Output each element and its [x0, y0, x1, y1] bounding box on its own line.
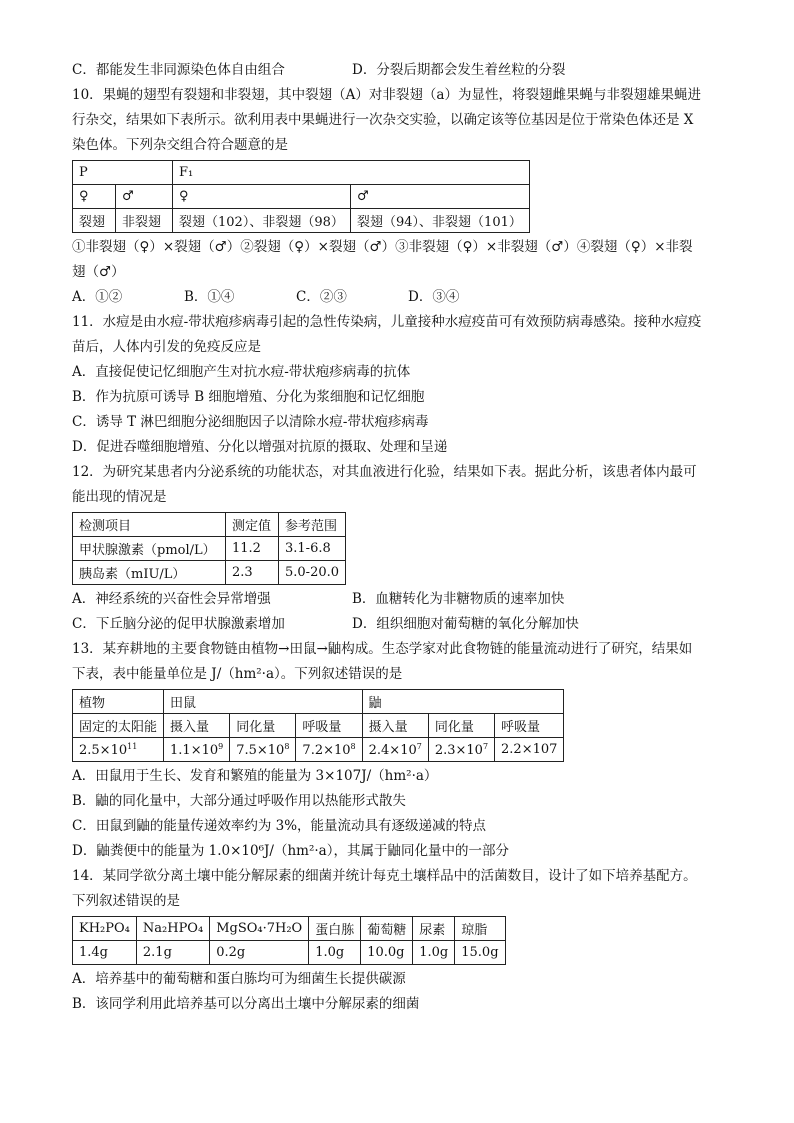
- mantissa: 1.1×10: [170, 742, 219, 758]
- q11-stem-line1: 11．水痘是由水痘-带状疱疹病毒引起的急性传染病，儿童接种水痘疫苗可有效预防病毒感染。接种水痘疫: [72, 314, 702, 330]
- q10-stem-line1: 10．果蝇的翅型有裂翅和非裂翅，其中裂翅（A）对非裂翅（a）为显性，将裂翅雌果蝇与非裂翅雄果蝇进: [72, 87, 701, 103]
- q10-cell-p-female: 裂翅: [73, 209, 116, 233]
- q12-blood-test-table: [72, 512, 346, 585]
- q11-option-d: D．促进吞噬细胞增殖、分化以增强对抗原的摄取、处理和呈递: [72, 439, 448, 455]
- q14-header-peptone: 蛋白胨: [309, 917, 361, 941]
- q12-option-d: D．组织细胞对葡萄糖的氧化分解加快: [352, 616, 579, 632]
- q12-header-value: 测定值: [226, 513, 279, 537]
- q10-cell-male-symbol: ♂: [116, 185, 173, 209]
- q12-stem-line1: 12．为研究某患者内分泌系统的功能状态，对其血液进行化验，结果如下表。据此分析，该患者体内最可: [72, 464, 697, 480]
- q13-energy-table: [72, 689, 564, 762]
- q13-val-weasel-resp: [495, 738, 564, 762]
- exponent: 7: [482, 741, 489, 751]
- q14-header-glucose: 葡萄糖: [361, 917, 413, 941]
- q13-option-d: D．鼬粪便中的能量为 1.0×10⁶J/（hm²·a），其属于鼬同化量中的一部分: [72, 843, 509, 859]
- q10-stem-line3: 染色体。下列杂交组合符合题意的是: [72, 137, 288, 153]
- q13-val-weasel-assim: [428, 738, 494, 762]
- q9-options: [72, 58, 732, 83]
- q14-val-peptone: 1.0g: [309, 941, 361, 965]
- q12-option-b: B．血糖转化为非糖物质的速率加快: [352, 591, 565, 607]
- q14-header-agar: 琼脂: [455, 917, 505, 941]
- mantissa: 2.2×107: [501, 742, 558, 757]
- q12-row2-item: 胰岛素（mIU/L）: [73, 561, 226, 585]
- q11-stem-line2: 苗后，人体内引发的免疫反应是: [72, 339, 261, 355]
- q10-header-f1: F₁: [173, 161, 530, 185]
- q10-stem-line2: 行杂交，结果如下表所示。欲利用表中果蝇进行一次杂交实验，以确定该等位基因是位于常染色体还是 X: [72, 112, 694, 128]
- q10-cell-female-symbol: ♀: [73, 185, 116, 209]
- q13-header-weasel: 鼬: [362, 690, 564, 714]
- q11-option-a: A．直接促使记忆细胞产生对抗水痘-带状疱疹病毒的抗体: [72, 364, 411, 380]
- q13-val-vole-resp: [296, 738, 362, 762]
- q13-stem-line2: 下表，表中能量单位是 J/（hm²·a）。下列叙述错误的是: [72, 666, 403, 682]
- q14-val-kh2po4: 1.4g: [73, 941, 137, 965]
- q12-row1-value: 11.2: [226, 537, 279, 561]
- exponent: 7: [416, 741, 422, 751]
- q13-header-vole: 田鼠: [164, 690, 363, 714]
- q14-val-agar: 15.0g: [455, 941, 505, 965]
- q13-val-fixed-solar: [73, 738, 164, 762]
- q10-option-d: D．③④: [408, 289, 460, 305]
- q12-options-cd: [72, 612, 732, 637]
- q13-header-plant: 植物: [73, 690, 164, 714]
- q14-header-urea: 尿素: [413, 917, 455, 941]
- q13-stem-line1: 13．某弃耕地的主要食物链由植物→田鼠→鼬构成。生态学家对此食物链的能量流动进行了研究，结果如: [72, 641, 693, 657]
- q10-options: [72, 285, 732, 310]
- exponent: 9: [218, 741, 224, 751]
- q10-cell-f1-female: 裂翅（102）、非裂翅（98）: [173, 209, 351, 233]
- q13-sub-weasel-assim: 同化量: [428, 714, 494, 738]
- q13-sub-weasel-resp: 呼吸量: [495, 714, 564, 738]
- q12-header-item: 检测项目: [73, 513, 226, 537]
- q13-option-b: B．鼬的同化量中，大部分通过呼吸作用以热能形式散失: [72, 793, 406, 809]
- q13-sub-vole-intake: 摄入量: [164, 714, 230, 738]
- q14-header-na2hpo4: Na₂HPO₄: [136, 917, 209, 941]
- q13-val-vole-assim: [230, 738, 296, 762]
- q13-val-weasel-intake: [362, 738, 428, 762]
- q11-option-b: B．作为抗原可诱导 B 细胞增殖、分化为浆细胞和记忆细胞: [72, 389, 425, 405]
- q9-option-d: D．分裂后期都会发生着丝粒的分裂: [352, 62, 566, 78]
- q11-option-c: C．诱导 T 淋巴细胞分泌细胞因子以清除水痘-带状疱疹病毒: [72, 414, 429, 430]
- q9-option-c: C．都能发生非同源染色体自由组合: [72, 62, 285, 78]
- q14-medium-table: [72, 916, 506, 965]
- q13-option-c: C．田鼠到鼬的能量传递效率约为 3%，能量流动具有逐级递减的特点: [72, 818, 487, 834]
- q10-option-c: C．②③: [296, 289, 347, 305]
- q12-row1-range: 3.1-6.8: [279, 537, 346, 561]
- mantissa: 2.3×10: [434, 742, 483, 758]
- q13-val-vole-intake: [164, 738, 230, 762]
- q12-stem-line2: 能出现的情况是: [72, 489, 167, 505]
- q13-option-a: A．田鼠用于生长、发育和繁殖的能量为 3×107J/（hm²·a）: [72, 768, 438, 784]
- q14-option-b: B．该同学利用此培养基可以分离出土壤中分解尿素的细菌: [72, 996, 420, 1012]
- mantissa: 7.5×10: [236, 742, 285, 758]
- q10-combos-line1: ①非裂翅（♀）×裂翅（♂）②裂翅（♀）×裂翅（♂）③非裂翅（♀）×非裂翅（♂）④裂翅（♀）×非裂: [72, 239, 693, 255]
- mantissa: 2.5×10: [79, 742, 128, 758]
- q14-val-mgso4: 0.2g: [210, 941, 309, 965]
- mantissa: 7.2×10: [302, 742, 351, 758]
- q10-combos-line2: 翅（♂）: [72, 264, 125, 280]
- q14-option-a: A．培养基中的葡萄糖和蛋白胨均可为细菌生长提供碳源: [72, 971, 406, 987]
- q10-header-p: P: [73, 161, 173, 185]
- q12-row1-item: 甲状腺激素（pmol/L）: [73, 537, 226, 561]
- q10-cell-f1-female-symbol: ♀: [173, 185, 351, 209]
- q10-cell-f1-male: 裂翅（94）、非裂翅（101）: [351, 209, 530, 233]
- mantissa: 2.4×10: [368, 742, 417, 758]
- q14-stem-line1: 14．某同学欲分离土壤中能分解尿素的细菌并统计每克土壤样品中的活菌数目，设计了如下培养基配方。: [72, 868, 697, 884]
- q14-header-mgso4: MgSO₄·7H₂O: [210, 917, 309, 941]
- q12-row2-value: 2.3: [226, 561, 279, 585]
- q12-option-c: C．下丘脑分泌的促甲状腺激素增加: [72, 616, 285, 632]
- exponent: 11: [127, 741, 138, 751]
- q12-header-range: 参考范围: [279, 513, 346, 537]
- q14-val-urea: 1.0g: [413, 941, 455, 965]
- q12-row2-range: 5.0-20.0: [279, 561, 346, 585]
- q12-options-ab: [72, 587, 732, 612]
- exponent: 8: [350, 741, 356, 751]
- q14-stem-line2: 下列叙述错误的是: [72, 893, 180, 909]
- q12-option-a: A．神经系统的兴奋性会异常增强: [72, 591, 271, 607]
- q10-cell-f1-male-symbol: ♂: [351, 185, 530, 209]
- q10-option-a: A．①②: [72, 289, 123, 305]
- q14-val-glucose: 10.0g: [361, 941, 413, 965]
- q13-sub-vole-assim: 同化量: [230, 714, 296, 738]
- q13-sub-vole-resp: 呼吸量: [296, 714, 362, 738]
- q10-cell-p-male: 非裂翅: [116, 209, 173, 233]
- q10-option-b: B．①④: [184, 289, 235, 305]
- exponent: 8: [284, 741, 290, 751]
- exam-page: [72, 58, 732, 1017]
- q14-val-na2hpo4: 2.1g: [136, 941, 209, 965]
- q13-sub-fixed-solar: 固定的太阳能: [73, 714, 164, 738]
- q14-header-kh2po4: KH₂PO₄: [73, 917, 137, 941]
- q13-sub-weasel-intake: 摄入量: [362, 714, 428, 738]
- q10-cross-table: [72, 160, 530, 233]
